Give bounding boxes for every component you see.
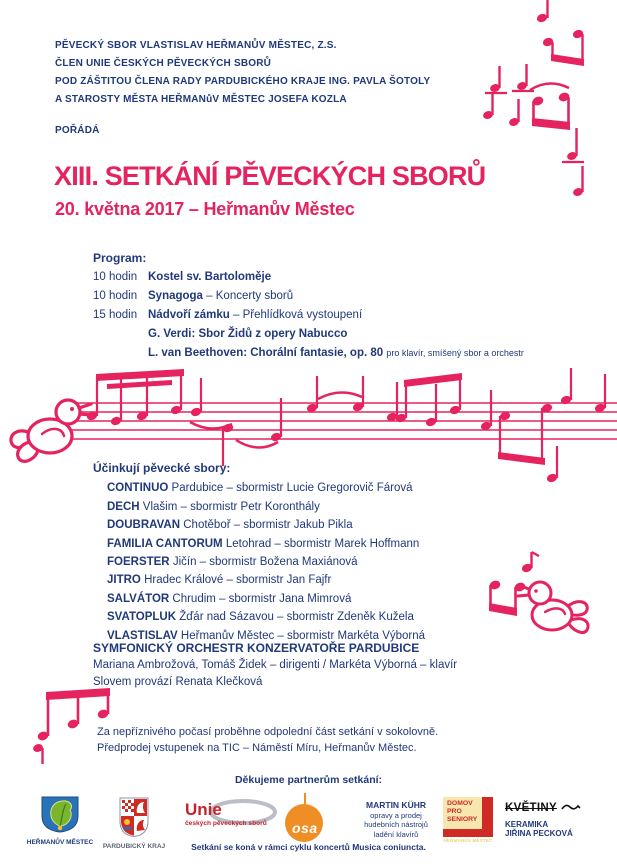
logo-kvetiny-keramika xyxy=(505,798,595,838)
choir-item xyxy=(107,479,425,497)
program-item xyxy=(93,268,524,287)
music-notes-top-right-icon xyxy=(480,0,617,235)
organizer-block xyxy=(55,37,430,109)
hermanuv-mestec-crest-icon xyxy=(40,796,80,833)
domov-caption: HEŘMANŮV MĚSTEC xyxy=(443,838,493,843)
choir-info: Žďár nad Sázavou – sbormistr Zdeněk Kužela xyxy=(176,611,414,624)
choir-name: DECH xyxy=(107,500,140,513)
organizes-label: POŘÁDÁ xyxy=(55,125,100,136)
domov-line: SENIORY xyxy=(447,816,478,823)
choir-info: Vlašim – sbormistr Petr Koronthály xyxy=(139,500,320,513)
keramika-line: KERAMIKA xyxy=(505,820,549,829)
pardubicky-kraj-crest-icon xyxy=(119,797,149,837)
logo-hermanuv-mestec xyxy=(24,796,96,846)
unie-title: Unie xyxy=(185,800,222,819)
program-detail: – Přehlídková vystoupení xyxy=(229,309,363,321)
choir-item xyxy=(107,535,425,553)
choirs-heading: Účinkují pěvecké sbory: xyxy=(93,461,231,475)
organizer-line: PĚVECKÝ SBOR VLASTISLAV HEŘMANŮV MĚSTEC, Z.S. xyxy=(55,40,337,51)
kvetiny-scribble-icon xyxy=(561,802,581,812)
organizer-line: ČLEN UNIE ČESKÝCH PĚVECKÝCH SBORŮ xyxy=(55,58,272,69)
orchestra-section xyxy=(93,640,457,691)
program-venue: Kostel sv. Bartoloměje xyxy=(148,271,272,283)
choir-name: DOUBRAVAN xyxy=(107,519,181,532)
choir-name: SALVÁTOR xyxy=(107,592,170,605)
program-time: 10 hodin xyxy=(93,271,138,283)
program-item xyxy=(93,325,524,344)
choir-item xyxy=(107,590,425,608)
program-item xyxy=(93,344,524,363)
notice-line: Předprodej vstupenek na TIC – Náměstí Míru, Heřmanův Městec. xyxy=(97,742,417,754)
choir-info: Chrudim – sbormistr Jana Mimrová xyxy=(169,592,352,605)
orchestra-conductors: Mariana Ambrožová, Tomáš Židek – dirigenti / Markéta Výborná – klavír xyxy=(93,659,458,671)
logo-osa xyxy=(285,793,325,842)
osa-circle-icon xyxy=(285,804,323,842)
martin-kuhr-line: hudebních nástrojů xyxy=(364,820,428,829)
osa-stem-icon xyxy=(304,793,307,804)
choir-item xyxy=(107,498,425,516)
program-venue: L. van Beethoven: Chorální fantasie, op. 80 xyxy=(148,347,384,359)
organizer-line: POD ZÁŠTITOU ČLENA RADY PARDUBICKÉHO KRAJE ING. PAVLA ŠOTOLY xyxy=(55,76,431,87)
logo-unie xyxy=(183,799,279,835)
choir-info: Letohrad – sbormistr Marek Hoffmann xyxy=(222,537,420,550)
kvetiny-name: KVĚTINY xyxy=(505,802,557,814)
program-time: 15 hodin xyxy=(93,309,138,321)
event-date-place: 20. května 2017 – Heřmanův Městec xyxy=(55,199,355,219)
program-heading: Program: xyxy=(93,251,147,265)
notice-block xyxy=(97,724,438,756)
choir-name: SVATOPLUK xyxy=(107,611,177,624)
logo-caption: HEŘMANŮV MĚSTEC xyxy=(26,839,94,846)
organizer-line: A STAROSTY MĚSTA HEŘMANůV MĚSTEC JOSEFA KOZLA xyxy=(55,94,347,105)
choir-info: Pardubice – sbormistr Lucie Gregorovič Fárová xyxy=(168,482,413,495)
osa-text: osa xyxy=(292,820,318,836)
logo-domov-pro-seniory xyxy=(443,797,493,843)
songbird-left-icon xyxy=(11,400,91,461)
program-section xyxy=(93,249,524,363)
martin-kuhr-name: MARTIN KÜHR xyxy=(366,800,426,810)
choir-item xyxy=(107,553,425,571)
domov-band xyxy=(443,829,493,843)
martin-kuhr-line: opravy a prodej xyxy=(370,810,422,820)
notice-line: Za nepříznivého počasí proběhne odpolední část setkání v sokolovně. xyxy=(97,726,439,738)
choir-info: Heřmanův Městec – sbormistr Markéta Výborná xyxy=(177,629,426,642)
domov-line: PRO xyxy=(447,808,462,815)
program-detail: – Koncerty sborů xyxy=(202,290,294,302)
logo-caption: PARDUBICKÝ KRAJ xyxy=(102,843,166,850)
orchestra-name: SYMFONICKÝ ORCHESTR KONZERVATOŘE PARDUBICE xyxy=(93,641,420,655)
keramika-line: JIŘINA PECKOVÁ xyxy=(505,828,573,838)
choir-info: Chotěboř – sbormistr Jakub Pikla xyxy=(180,519,353,532)
program-item xyxy=(93,287,524,306)
choir-info: Hradec Králové – sbormistr Jan Fajfr xyxy=(140,574,332,587)
program-detail-small: pro klavír, smíšený sbor a orchestr xyxy=(386,348,524,358)
partners-heading: Děkujeme partnerům setkání: xyxy=(234,774,383,786)
choir-name: CONTINUO xyxy=(107,482,169,495)
songbird-notes-right-icon xyxy=(475,548,617,673)
domov-line: DOMOV xyxy=(447,800,473,807)
choir-item xyxy=(107,571,425,589)
choir-name: JITRO xyxy=(107,574,141,587)
choir-name: FOERSTER xyxy=(107,556,170,569)
event-title: XIII. SETKÁNÍ PĚVECKÝCH SBORŮ xyxy=(54,161,486,191)
program-time: 10 hodin xyxy=(93,290,138,302)
martin-kuhr-line: ladění klavírů xyxy=(373,829,419,839)
footer-note: Setkání se koná v rámci cyklu koncertů Musica coniuncta. xyxy=(191,842,426,852)
logo-martin-kuhr xyxy=(350,801,442,839)
choir-info: Jičín – sbormistr Božena Maxiánová xyxy=(169,556,358,569)
unie-subtitle: českých pěveckých sborů xyxy=(185,820,267,827)
orchestra-presenter: Slovem provází Renata Klečková xyxy=(93,676,263,688)
choir-item xyxy=(107,516,425,534)
program-venue: Synagoga xyxy=(148,290,203,302)
choir-name: FAMILIA CANTORUM xyxy=(107,537,223,550)
choir-item xyxy=(107,608,425,626)
program-venue: G. Verdi: Sbor Židů z opery Nabucco xyxy=(148,328,348,340)
choirs-section xyxy=(93,459,425,645)
program-item xyxy=(93,306,524,325)
program-venue: Nádvoří zámku xyxy=(148,309,230,321)
choir-name: VLASTISLAV xyxy=(107,629,178,642)
